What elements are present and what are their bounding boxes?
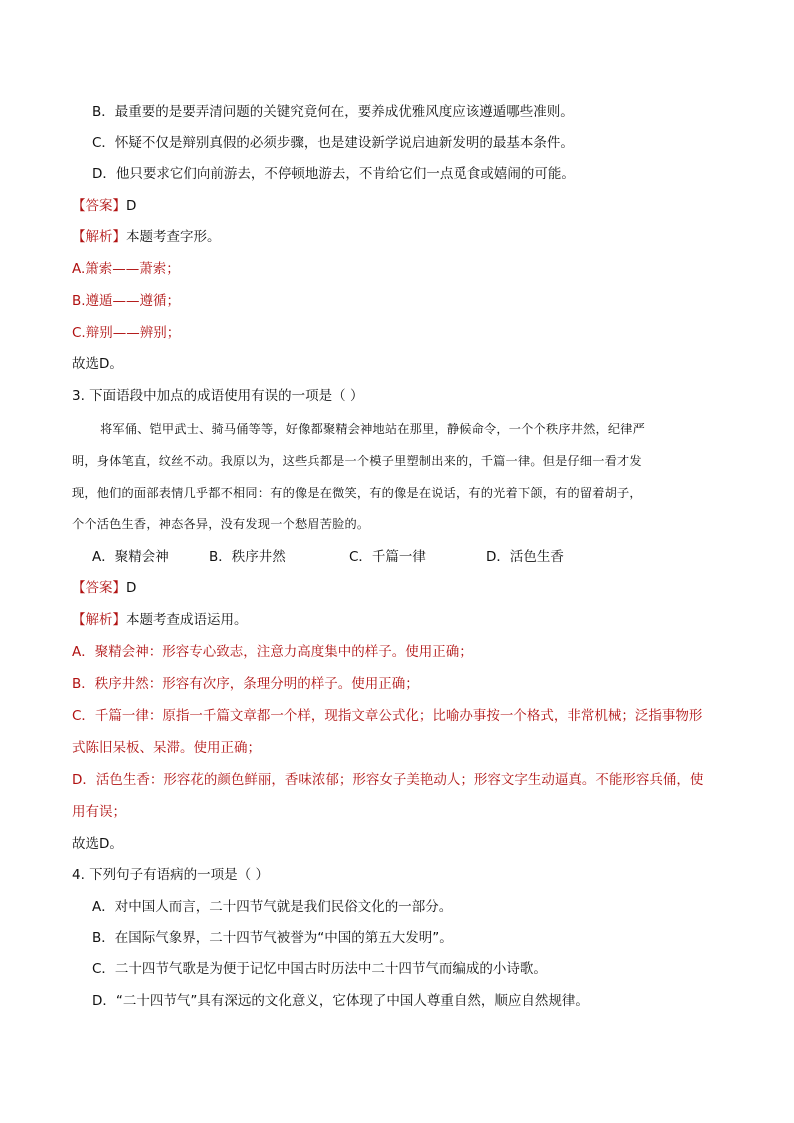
q3-analysis-line-6: 用有误； [72, 804, 126, 820]
q3-analysis-line-3: C．千篇一律：原指一千篇文章都一个样，现指文章公式化；比喻办事按一个格式，非常机械；泛指事物形 [72, 708, 703, 724]
q3-choice-b: B．秩序井然 [209, 549, 286, 565]
q2-analysis [72, 228, 221, 246]
analysis-intro: 本题考查字形。 [126, 229, 221, 245]
analysis-label: 【解析】 [72, 612, 126, 628]
q3-analysis-line-1: A．聚精会神：形容专心致志，注意力高度集中的样子。使用正确； [72, 644, 473, 660]
answer-label: 【答案】 [72, 580, 126, 596]
q3-passage-line-4: 个个活色生香，神态各异，没有发现一个愁眉苦脸的。 [72, 517, 370, 531]
q2-option-c: C．怀疑不仅是辩别真假的必须步骤，也是建设新学说启迪新发明的最基本条件。 [92, 135, 574, 151]
q3-analysis-line-5: D．活色生香：形容花的颜色鲜丽，香味浓郁；形容女子美艳动人；形容文字生动逼真。不能形容兵俑，使 [72, 772, 704, 788]
q3-choice-c: C．千篇一律 [349, 549, 426, 565]
q4-option-c: C．二十四节气歌是为便于记忆中国古时历法中二十四节气而编成的小诗歌。 [92, 961, 547, 977]
q2-option-b: B．最重要的是要弄清问题的关键究竟何在，要养成优雅风度应该遵遁哪些准则。 [92, 104, 574, 120]
q3-answer [72, 579, 136, 597]
q2-analysis-line-1: A.箫索——萧索； [72, 261, 180, 277]
q2-analysis-conclusion: 故选D。 [72, 356, 123, 372]
q3-analysis [72, 611, 248, 629]
q2-answer [72, 197, 136, 215]
q3-analysis-line-2: B．秩序井然：形容有次序，条理分明的样子。使用正确； [72, 676, 419, 692]
q3-analysis-line-4: 式陈旧呆板、呆滞。使用正确； [72, 740, 261, 756]
q4-option-b: B．在国际气象界，二十四节气被誉为“中国的第五大发明”。 [92, 930, 453, 946]
analysis-intro: 本题考查成语运用。 [126, 612, 248, 628]
answer-value: D [126, 580, 137, 596]
q4-option-d: D．“二十四节气”具有深远的文化意义，它体现了中国人尊重自然，顺应自然规律。 [92, 993, 589, 1009]
q4-stem: 4. 下列句子有语病的一项是（ ） [72, 867, 269, 883]
q3-passage-line-1: 将军俑、铠甲武士、骑马俑等等，好像都聚精会神地站在那里，静候命令，一个个秩序井然，纪律严 [100, 422, 646, 436]
q3-analysis-conclusion: 故选D。 [72, 836, 123, 852]
q2-analysis-line-2: B.遵遁——遵循； [72, 293, 181, 309]
answer-label: 【答案】 [72, 198, 126, 214]
answer-value: D [126, 198, 137, 214]
q3-choice-d: D．活色生香 [486, 549, 564, 565]
q2-analysis-line-3: C.辩别——辨别； [72, 325, 181, 341]
q4-option-a: A．对中国人而言，二十四节气就是我们民俗文化的一部分。 [92, 899, 453, 915]
q3-passage-line-3: 现，他们的面部表情几乎都不相同：有的像是在微笑，有的像是在说话，有的光着下颌，有的留着胡子， [72, 486, 642, 500]
q3-stem: 3. 下面语段中加点的成语使用有误的一项是（ ） [72, 388, 364, 404]
q3-choices [92, 548, 564, 566]
q3-passage-line-2: 明，身体笔直，纹丝不动。我原以为，这些兵都是一个模子里塑制出来的，千篇一律。但是仔细一看才发 [72, 454, 642, 468]
q2-option-d: D．他只要求它们向前游去，不停顿地游去，不肯给它们一点觅食或嬉闹的可能。 [92, 166, 575, 182]
analysis-label: 【解析】 [72, 229, 126, 245]
q3-choice-a: A．聚精会神 [92, 549, 169, 565]
